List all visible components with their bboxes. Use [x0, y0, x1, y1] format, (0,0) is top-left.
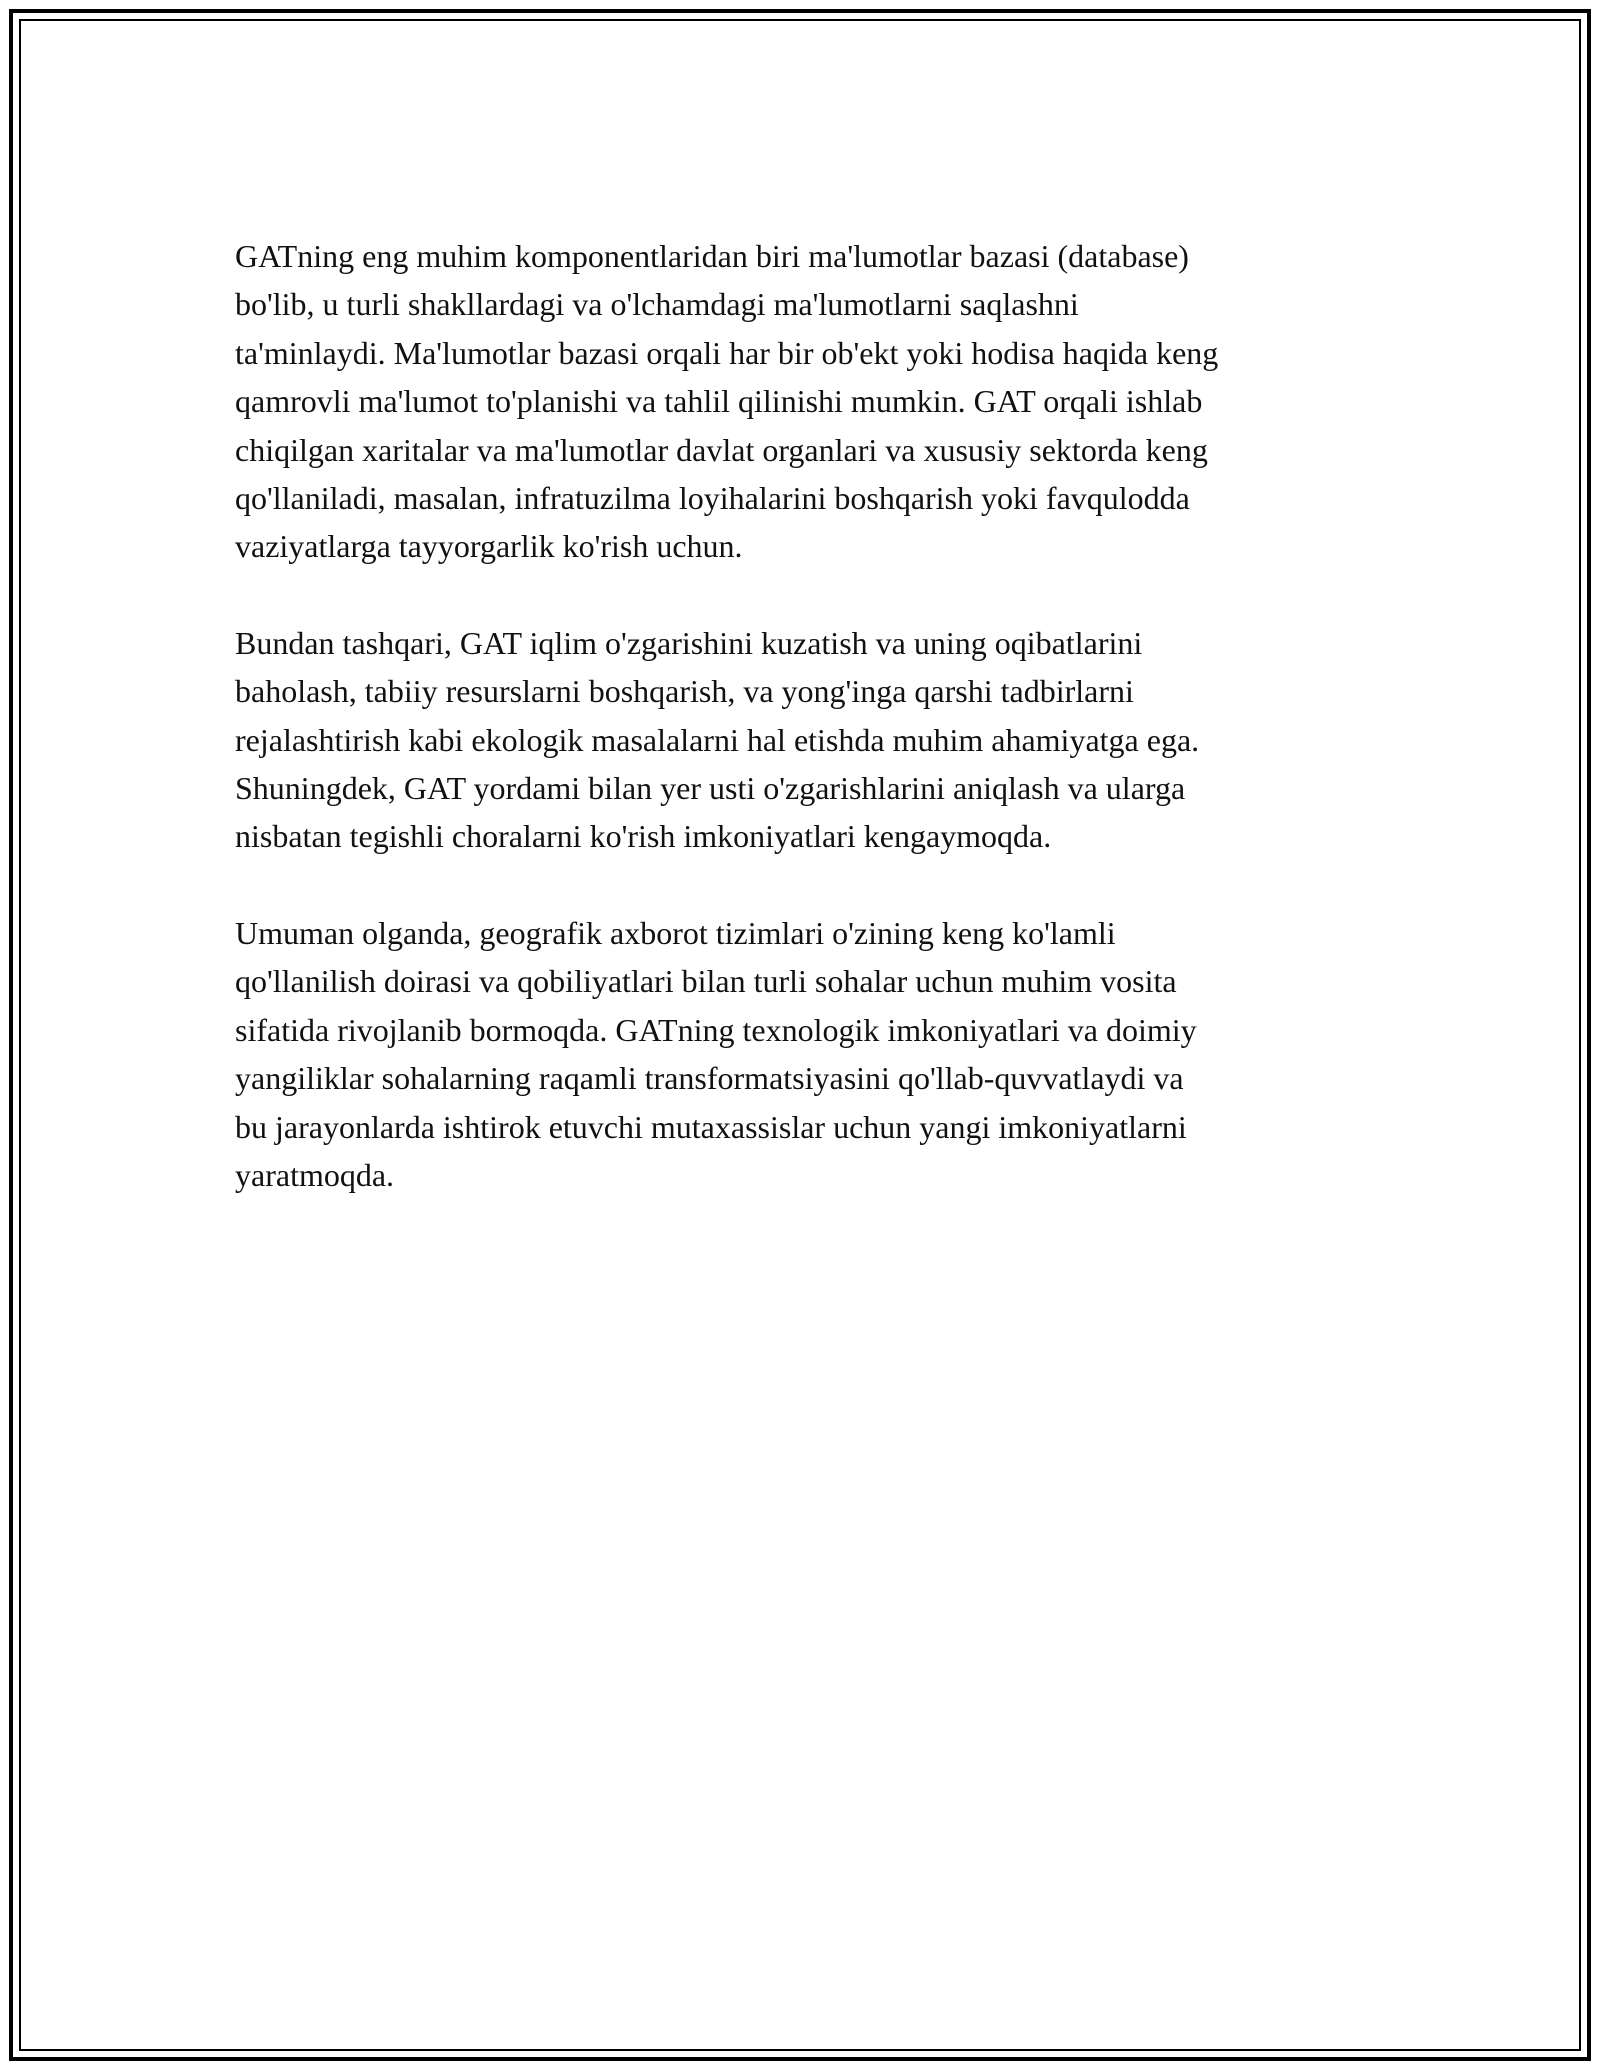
paragraph-ecology: Bundan tashqari, GAT iqlim o'zgarishini kuzatish va uning oqibatlarini baholash, tabiiy resurslarni boshqarish, va yong'inga qarshi tadbirlarni rejalashtirish kabi ekologik masalalarni hal etishda muhim ahamiyatga ega. Shuningdek, GAT yordami bilan yer usti o'zgarishlarini aniqlash va ularga nisbatan tegishli choralarni ko'rish imkoniyatlari kengaymoqda. — [235, 624, 1200, 855]
paragraph-database: GATning eng muhim komponentlaridan biri ma'lumotlar bazasi (database) bo'lib, u turli shakllardagi va o'lchamdagi ma'lumotlarni saqlashni ta'minlaydi. Ma'lumotlar bazasi orqali har bir ob'ekt yoki hodisa haqida keng qamrovli ma'lumot to'planishi va tahlil qilinishi mumkin. GAT orqali ishlab chiqilgan xaritalar va ma'lumotlar davlat organlari va xususiy sektorda keng qo'llaniladi, masalan, infratuzilma loyihalarini boshqarish yoki favqulodda vaziyatlarga tayyorgarlik ko'rish uchun. — [235, 238, 1219, 565]
paragraph-conclusion: Umuman olganda, geografik axborot tizimlari o'zining keng ko'lamli qo'llanilish doirasi va qobiliyatlari bilan turli sohalar uchun muhim vosita sifatida rivojlanib bormoqda. GATning texnologik imkoniyatlari va doimiy yangiliklar sohalarning raqamli transformatsiyasini qo'llab-quvvatlaydi va bu jarayonlarda ishtirok etuvchi mutaxassislar uchun yangi imkoniyatlarni yaratmoqda. — [235, 914, 1197, 1193]
document-body — [235, 232, 1375, 1247]
